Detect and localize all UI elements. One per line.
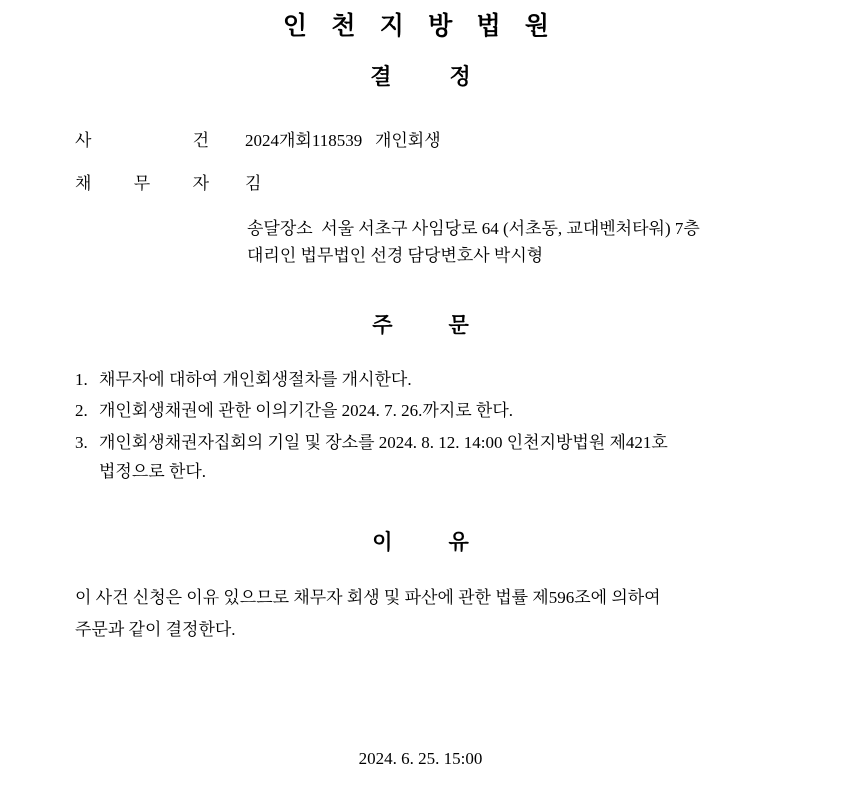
reason-paragraph — [0, 582, 841, 647]
document-type-left: 결 — [370, 64, 392, 89]
order-item-text: 개인회생채권에 관한 이의기간을 2024. 7. 26.까지로 한다. — [99, 401, 514, 421]
order-item — [75, 365, 775, 394]
reason-heading-left: 이 — [372, 530, 393, 555]
case-info-block — [0, 126, 841, 194]
reason-heading-right: 유 — [448, 530, 469, 555]
document-type-right: 정 — [449, 64, 471, 89]
debtor-label-char-2: 무 — [133, 174, 151, 194]
main-order-list — [0, 365, 841, 486]
main-order-heading-right: 문 — [448, 313, 469, 338]
document-type-heading — [0, 64, 841, 90]
order-item-number: 3. — [75, 432, 88, 452]
service-address-line: 송달장소 서울 서초구 사임당로 64 (서초동, 교대벤처타워) 7층 — [247, 219, 700, 239]
case-number-value: 2024개회118539 개인회생 — [245, 131, 441, 151]
order-item — [75, 428, 775, 486]
debtor-label — [75, 169, 245, 194]
reason-line-1: 이 사건 신청은 이유 있으므로 채무자 회생 및 파산에 관한 법률 제596조에 의하여 — [75, 588, 661, 608]
reason-line-2: 주문과 같이 결정한다. — [75, 620, 236, 640]
order-item-number: 1. — [75, 370, 88, 390]
case-label-char-2: 건 — [192, 131, 209, 151]
main-order-heading-left: 주 — [372, 313, 393, 338]
legal-representative-line: 대리인 법무법인 선경 담당변호사 박시형 — [247, 245, 544, 265]
order-item-text — [99, 428, 775, 486]
order-item-text-line-1: 개인회생채권자집회의 기일 및 장소를 2024. 8. 12. 14:00 인천지방법원 제421호 — [99, 432, 668, 452]
service-address-block — [0, 216, 841, 269]
decision-datetime: 2024. 6. 25. 15:00 — [358, 749, 483, 768]
order-item-number: 2. — [75, 401, 88, 421]
debtor-label-char-1: 채 — [75, 174, 92, 194]
order-item — [75, 396, 775, 425]
main-order-heading — [0, 309, 841, 339]
order-item-text-line-2: 법정으로 한다. — [99, 461, 207, 481]
case-number-label — [75, 126, 245, 151]
debtor-name-value: 김 — [245, 174, 262, 194]
reason-heading — [0, 526, 841, 556]
debtor-label-char-3: 자 — [192, 174, 209, 194]
court-title: 인 천 지 방 법 원 — [282, 13, 559, 40]
debtor-row — [75, 169, 841, 194]
case-number-row — [75, 126, 841, 151]
document-page — [0, 12, 841, 790]
order-item-text: 채무자에 대하여 개인회생절차를 개시한다. — [99, 370, 412, 390]
case-label-char-1: 사 — [75, 131, 92, 151]
